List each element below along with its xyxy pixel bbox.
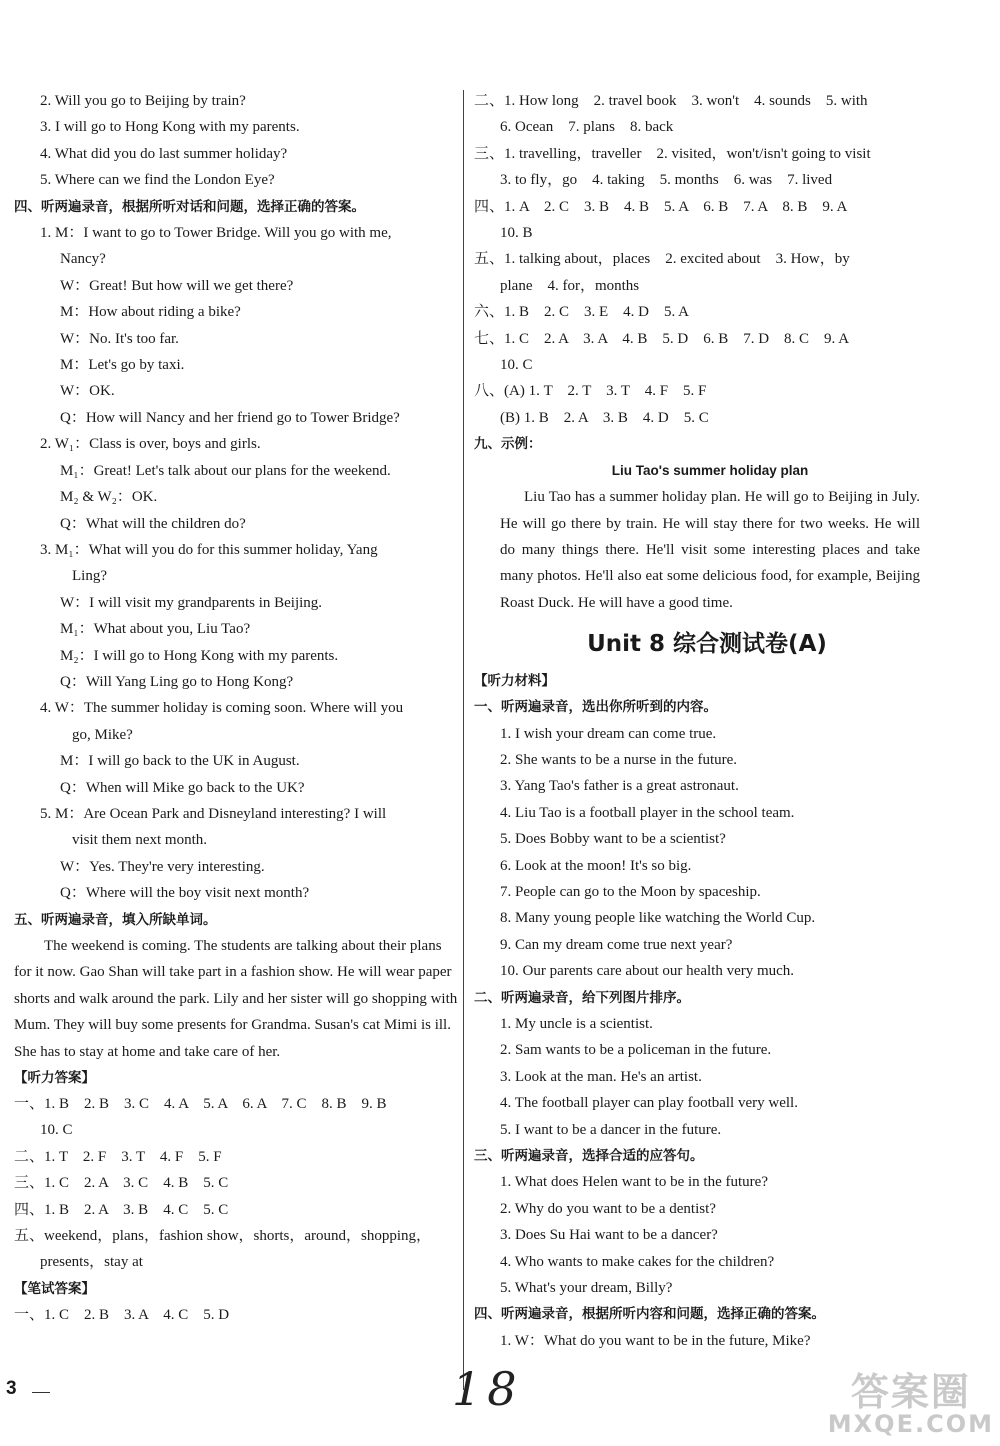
text-line: M₂ & W₂：OK. bbox=[60, 489, 158, 506]
text-line: 3. Yang Tao's father is a great astronaut. bbox=[500, 778, 739, 795]
section-heading: 四、听两遍录音，根据所听对话和问题，选择正确的答案。 bbox=[14, 198, 365, 215]
watermark-line1: 答案圈 bbox=[850, 1370, 971, 1414]
text-line: W：Great! But how will we get there? bbox=[60, 277, 294, 294]
text-line: 4. W：The summer holiday is coming soon. Where will you bbox=[40, 700, 404, 717]
text-line: 4. What did you do last summer holiday? bbox=[40, 145, 288, 162]
section-heading: 一、听两遍录音，选出你所听到的内容。 bbox=[474, 699, 717, 716]
text-line: 1. M：I want to go to Tower Bridge. Will you go with me, bbox=[40, 225, 392, 242]
essay-title: Liu Tao's summer holiday plan bbox=[611, 462, 809, 478]
text-line: plane 4. for，months bbox=[500, 277, 640, 294]
text-line: 1. W：What do you want to be in the future, Mike? bbox=[500, 1332, 811, 1349]
part-label: 【笔试答案】 bbox=[14, 1280, 95, 1297]
text-line: 四、1. A 2. C 3. B 4. B 5. A 6. B 7. A 8. B 9. A bbox=[474, 198, 848, 215]
text-line: 3. I will go to Hong Kong with my parents. bbox=[40, 119, 300, 136]
text-line: 一、1. C 2. B 3. A 4. C 5. D bbox=[14, 1306, 230, 1323]
text-line: 1. My uncle is a scientist. bbox=[500, 1016, 653, 1032]
text-line: Q：Where will the boy visit next month? bbox=[60, 885, 310, 902]
column-divider bbox=[463, 90, 464, 1390]
text-line: 10. C bbox=[500, 357, 533, 374]
text-line: 5. What's your dream, Billy? bbox=[500, 1280, 673, 1297]
text-line: 4. The football player can play football very well. bbox=[500, 1095, 798, 1112]
text-line: 3. M₁：What will you do for this summer holiday, Yang bbox=[40, 541, 378, 558]
text-line: 6. Ocean 7. plans 8. back bbox=[500, 119, 674, 136]
part-label: 【听力答案】 bbox=[14, 1070, 95, 1087]
text-line: 7. People can go to the Moon by spaceship. bbox=[500, 883, 761, 900]
text-line: 4. Who wants to make cakes for the children? bbox=[500, 1253, 775, 1270]
text-line: 9. Can my dream come true next year? bbox=[500, 936, 733, 953]
part-label: 【听力材料】 bbox=[474, 673, 555, 690]
text-line: 2. W₁：Class is over, boys and girls. bbox=[40, 436, 261, 453]
text-line: 5. Does Bobby want to be a scientist? bbox=[500, 831, 726, 848]
text-line: Q：What will the children do? bbox=[60, 515, 246, 532]
section-heading: 二、听两遍录音，给下列图片排序。 bbox=[474, 989, 690, 1006]
text-line: 8. Many young people like watching the World Cup. bbox=[500, 910, 816, 927]
text-line: 6. Look at the moon! It's so big. bbox=[500, 857, 692, 874]
text-line: M₂：I will go to Hong Kong with my parents. bbox=[60, 647, 339, 664]
text-line: 三、1. C 2. A 3. C 4. B 5. C bbox=[14, 1175, 229, 1192]
text-line: 1. What does Helen want to be in the future? bbox=[500, 1174, 768, 1191]
section-heading: 四、听两遍录音，根据所听内容和问题，选择正确的答案。 bbox=[474, 1306, 825, 1323]
text-line: W：No. It's too far. bbox=[60, 330, 179, 347]
text-line: 5. Where can we find the London Eye? bbox=[40, 172, 275, 189]
text-line: M：I will go back to the UK in August. bbox=[60, 753, 300, 770]
text-line: Ling? bbox=[72, 568, 107, 585]
text-line: 5. I want to be a dancer in the future. bbox=[500, 1121, 722, 1138]
watermark-line2: MXQE.COM bbox=[827, 1410, 994, 1438]
page-number-rule bbox=[32, 1392, 50, 1393]
page-number: 3 bbox=[6, 1378, 17, 1399]
text-line: 4. Liu Tao is a football player in the school team. bbox=[500, 804, 795, 821]
paragraph: The weekend is coming. The students are talking about their plans for it now. Gao Shan will take part in a fashion show. He will wear paper shorts and walk around the park. Lily and her sister will go shopping with Mum. They will buy some presents for Grandma. Susan's cat Mimi is ill. She has to stay at home and take care of her. bbox=[14, 938, 458, 1060]
text-line: 2. Why do you want to be a dentist? bbox=[500, 1200, 716, 1217]
text-line: 3. to fly，go 4. taking 5. months 6. was 7. lived bbox=[500, 172, 833, 189]
text-line: 二、1. T 2. F 3. T 4. F 5. F bbox=[14, 1148, 222, 1165]
text-line: 2. She wants to be a nurse in the future. bbox=[500, 751, 738, 768]
text-line: visit them next month. bbox=[72, 832, 207, 849]
text-line: 10. C bbox=[40, 1122, 73, 1139]
text-line: 10. B bbox=[500, 225, 533, 242]
text-line: 10. Our parents care about our health very much. bbox=[500, 963, 795, 980]
text-line: Nancy? bbox=[60, 251, 106, 268]
section-heading: 九、示例： bbox=[474, 436, 542, 453]
text-line: W：OK. bbox=[60, 383, 115, 400]
paragraph: Liu Tao has a summer holiday plan. He will go to Beijing in July. He will go there by train. He will stay there for two weeks. He will do many things there. He'll visit some interesting places and take many photos. He'll also eat some delicious food, for example, Beijing Roast Duck. He will have a good time. bbox=[500, 489, 920, 611]
section-heading: 三、听两遍录音，选择合适的应答句。 bbox=[474, 1148, 704, 1165]
text-line: Q：How will Nancy and her friend go to Tower Bridge? bbox=[60, 409, 400, 426]
section-heading: 五、听两遍录音，填入所缺单词。 bbox=[14, 911, 217, 928]
text-line: 3. Does Su Hai want to be a dancer? bbox=[500, 1227, 718, 1244]
text-line: 1. I wish your dream can come true. bbox=[500, 725, 717, 742]
text-line: M₁：What about you, Liu Tao? bbox=[60, 621, 251, 638]
text-line: Q：Will Yang Ling go to Hong Kong? bbox=[60, 673, 294, 690]
text-line: (B) 1. B 2. A 3. B 4. D 5. C bbox=[500, 409, 709, 426]
text-line: 三、1. travelling，traveller 2. visited，won't/isn't going to visit bbox=[474, 145, 871, 162]
text-line: 七、1. C 2. A 3. A 4. B 5. D 6. B 7. D 8. C 9. A bbox=[474, 330, 850, 347]
watermark-logo bbox=[828, 1361, 994, 1438]
text-line: 2. Sam wants to be a policeman in the future. bbox=[500, 1042, 772, 1059]
text-line: go, Mike? bbox=[72, 726, 133, 743]
text-line: M：Let's go by taxi. bbox=[60, 357, 185, 374]
text-line: 八、(A) 1. T 2. T 3. T 4. F 5. F bbox=[474, 383, 707, 400]
text-line: 五、1. talking about，places 2. excited about 3. How，by bbox=[474, 251, 850, 268]
text-line: M：How about riding a bike? bbox=[60, 304, 241, 321]
text-line: 二、1. How long 2. travel book 3. won't 4. sounds 5. with bbox=[474, 93, 868, 109]
handwritten-mark: 18 bbox=[452, 1362, 523, 1416]
text-line: W：Yes. They're very interesting. bbox=[60, 858, 265, 875]
text-line: 3. Look at the man. He's an artist. bbox=[500, 1068, 702, 1085]
text-line: M₁：Great! Let's talk about our plans for the weekend. bbox=[60, 462, 391, 479]
right-column bbox=[474, 88, 920, 1354]
text-line: 四、1. B 2. A 3. B 4. C 5. C bbox=[14, 1201, 229, 1218]
unit-title: Unit 8 综合测试卷(A) bbox=[587, 631, 827, 658]
text-line: 2. Will you go to Beijing by train? bbox=[40, 93, 246, 109]
text-line: W：I will visit my grandparents in Beijing. bbox=[60, 594, 323, 611]
text-line: 5. M：Are Ocean Park and Disneyland interesting? I will bbox=[40, 805, 387, 822]
text-line: 六、1. B 2. C 3. E 4. D 5. A bbox=[474, 304, 690, 321]
text-line: presents，stay at bbox=[40, 1254, 143, 1271]
text-line: Q：When will Mike go back to the UK? bbox=[60, 779, 305, 796]
left-column bbox=[14, 88, 458, 1328]
text-line: 一、1. B 2. B 3. C 4. A 5. A 6. A 7. C 8. B 9. B bbox=[14, 1096, 387, 1113]
text-line: 五、weekend，plans，fashion show，shorts，around，shopping， bbox=[14, 1228, 432, 1245]
